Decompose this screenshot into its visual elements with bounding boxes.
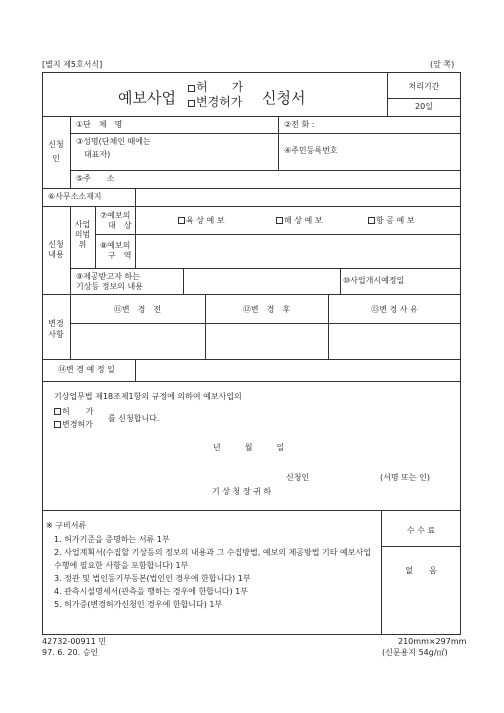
land-forecast-label: 육 상 예 보: [186, 216, 225, 225]
rep-name-label-2: 대표자): [84, 150, 111, 159]
footer-approved: 97. 6. 20. 승인: [42, 648, 99, 657]
statement-opt2: [54, 420, 93, 430]
statement-opt1: [54, 407, 93, 417]
org-name-label: ①단 체 명: [76, 120, 123, 129]
sea-forecast-label: 해 상 예 보: [284, 216, 323, 225]
page-side: (앞 쪽): [430, 60, 455, 69]
start-date-label: ⑩사업개시예정일: [343, 276, 405, 285]
statement-opt2-label: 변경허가: [62, 420, 93, 429]
provider-label-1: ⑨제공받고자 하는: [76, 272, 140, 281]
doc-item-2: 2. 사업계획서(수집할 기상등의 정보의 내용과 그 수집방법, 예보의 제공방법 기타 예보사업: [54, 548, 371, 557]
provider-label-2: 기상등 정보의 내용: [76, 282, 143, 291]
air-forecast-checkbox[interactable]: [368, 217, 375, 224]
applicant-section-label: 신청 인: [48, 140, 64, 163]
permit-checkbox[interactable]: [188, 85, 195, 92]
area-label-2: 구 역: [108, 251, 132, 260]
sign-hint: (서명 또는 인): [380, 473, 430, 482]
doc-item-3: 3. 정관 및 법인등기부등본(법인인 경우에 한합니다) 1부: [54, 574, 251, 583]
target-label-2: 대 상: [108, 221, 132, 230]
statement-line2: 를 신청합니다.: [108, 414, 160, 423]
title-options: [188, 80, 243, 110]
docs-title: ※ 구비서류: [46, 521, 87, 530]
statement-change-checkbox[interactable]: [54, 421, 61, 428]
title-prefix: 예보사업: [118, 89, 176, 107]
doc-item-2-cont: 수행에 필요한 사항을 포함합니다) 1부: [54, 561, 189, 570]
fee-value: 없 음: [405, 566, 437, 575]
applicant-sign-label: 신청인: [286, 473, 310, 482]
footer-size: 210mm×297mm: [398, 637, 467, 646]
title-option-change: 변경허가: [196, 95, 243, 109]
sea-forecast-checkbox[interactable]: [276, 217, 283, 224]
area-label-1: ⑧예보의: [100, 241, 131, 250]
change-date-label: ⑭변 경 예 정 일: [58, 365, 115, 374]
statement-permit-checkbox[interactable]: [54, 408, 61, 415]
rep-name-label-1: ③성명(단체인 때에는: [76, 137, 151, 146]
opt-land: [178, 216, 225, 226]
opt-air: [368, 216, 415, 226]
title-suffix: 신청서: [262, 89, 306, 107]
change-after-label: ⑫변 경 후: [242, 305, 291, 314]
change-before-label: ⑪변 경 전: [113, 305, 162, 314]
scope-label: 사업 의범 위: [74, 220, 91, 249]
statement-date: 년 월 일: [213, 443, 285, 452]
opt-sea: [276, 216, 323, 226]
change-reason-label: ⑬변 경 사 유: [371, 305, 418, 314]
processing-value: 20일: [415, 102, 433, 111]
fee-label: 수 수 료: [406, 526, 436, 535]
footer-paper: (신문용지 54g/㎡): [382, 648, 448, 657]
recipient: 기 상 청 장 귀 하: [212, 487, 272, 496]
phone-label: ②전 화 :: [284, 120, 315, 129]
footer-code: 42732-00911 민: [42, 637, 107, 646]
statement-opt1-label: 허 가: [62, 407, 94, 416]
change-section-label: 변경 사항: [48, 319, 64, 339]
processing-label: 처리기간: [408, 82, 440, 91]
change-permit-checkbox[interactable]: [188, 100, 195, 107]
office-label: ⑥사무소소재지: [48, 192, 102, 201]
form-number: [별지 제5호서식]: [42, 60, 103, 69]
target-label-1: ⑦예보의: [100, 211, 131, 220]
doc-item-1: 1. 허가기준을 증명하는 서류 1부: [54, 535, 170, 544]
application-section-label: 신청 내용: [48, 240, 64, 259]
doc-item-4: 4. 관측시설명세서(관측을 행하는 경우에 한합니다) 1부: [54, 587, 248, 596]
resident-no-label: ④주민등록번호: [284, 146, 338, 155]
statement-line1: 기상업무법 제18조제1항의 규정에 의하여 예보사업의: [54, 392, 242, 401]
title-option-permit: 허 가: [196, 80, 244, 94]
air-forecast-label: 항 공 예 보: [376, 216, 415, 225]
doc-item-5: 5. 허가증(변경허가신청인 경우에 한합니다) 1부: [54, 600, 223, 609]
land-forecast-checkbox[interactable]: [178, 217, 185, 224]
address-label: ⑤주 소: [76, 174, 115, 183]
